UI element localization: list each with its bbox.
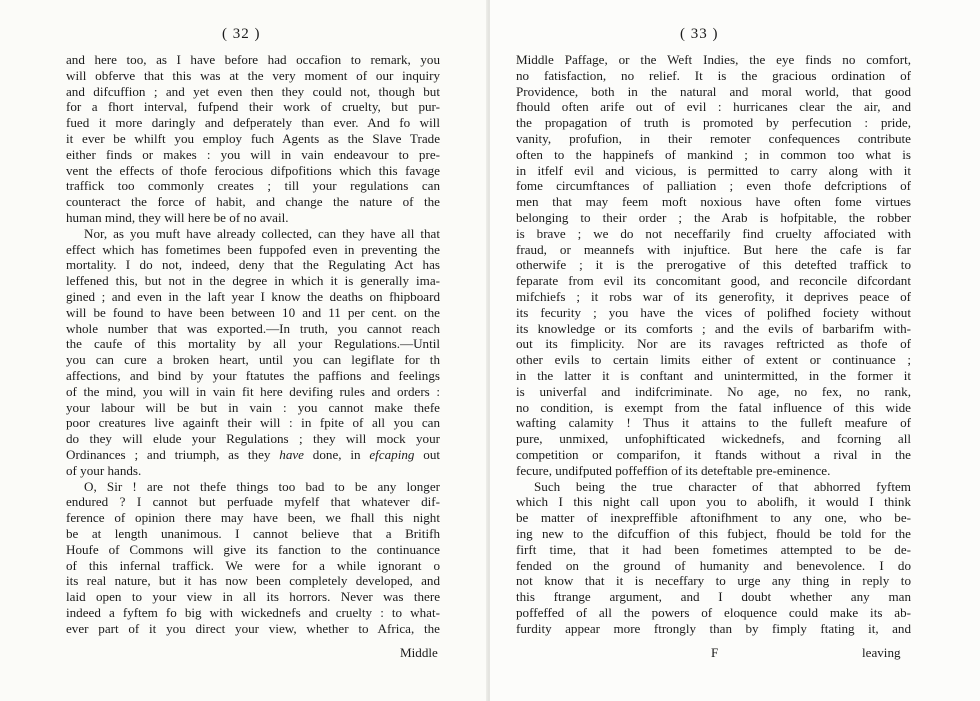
text-line: your labour will be but in vain : you cannot make thefe [66,399,440,415]
text-line: traffick too commonly creates ; till your regulations can [66,178,440,194]
text-line: human mind, they will here be of no avail. [66,209,289,225]
text-line: leffened this, but not in the degree in which it is generally ima- [66,273,440,289]
text-line: it ever be whilft you employ fuch Agents as the Slave Trade [66,130,440,146]
text-line: will obferve that this was at the very moment of our inquiry [66,67,440,83]
text-line: counteract the force of habit, and change the nature of the [66,194,440,210]
text-line: effect which has fometimes been fuppofed even in preventing the [66,241,440,257]
text-line: gined ; and even in the laft year I know the deaths on fhipboard [66,288,440,304]
text-line: O, Sir ! are not thefe things too bad to be any longer [84,478,440,494]
text-line: poffeffed of all the powers of eloquence could make its ab- [516,604,911,620]
text-line: and difcuffion ; and yet even then they could not, though but [66,83,440,99]
catchword-left: Middle [400,645,438,660]
text-line: poor creatures live againft their will : in fpite of all you can [66,415,440,431]
right-text-block [516,52,911,636]
text-line: its knowledge or its comforts ; and the evils of barbarifm with- [516,320,911,336]
text-line: be matter of inexpreffible aftonifhment to any one, who be- [516,510,911,526]
text-line: in itfelf evil and vicious, is permitted to carry along with it [516,162,911,178]
text-line: mifchiefs ; it robs war of its generofity, it deprives peace of [516,288,911,304]
text-line: for a fhort interval, fufpend their work of cruelty, but pur- [66,99,440,115]
text-line: indeed a fyftem fo big with wickednefs and cruelty : to what- [66,604,440,620]
text-line: which I this night call upon you to abolifh, it would I think [516,494,911,510]
text-line: mortality. I do not, indeed, deny that the Regulating Act has [66,257,440,273]
signature-mark: F [711,645,719,660]
text-line: fecure, undifputed poffeffion of its deteftable pre-eminence. [516,462,831,478]
text-line: Ordinances ; and triumph, as they have done, in efcaping out [66,446,440,462]
text-line: firft time, that it had been fometimes attempted to be de- [516,541,911,557]
text-line: fome circumftances of palliation ; even thofe defcriptions of [516,178,911,194]
text-line: its real nature, but it has now been completely developed, and [66,573,440,589]
text-line: other evils to certain limits either of extent or continuance ; [516,352,911,368]
text-line: feparate from evil its concomitant good, and reconcile difcordant [516,273,911,289]
text-line: otherwife ; it is the prerogative of this detefted traffick to [516,257,911,273]
text-line: of the mind, you will in vain fit here devifing rules and orders : [66,383,440,399]
text-line: is univerfal and indifcriminate. No age, no fex, no rank, [516,383,911,399]
text-line: vanity, profufion, in their remoter confequences contribute [516,130,911,146]
text-line: Providence, both in the natural and moral world, that good [516,83,911,99]
text-line: vent the effects of thofe ferocious difpofitions which this favage [66,162,440,178]
text-line: Such being the true character of that abhorred fyftem [534,478,911,494]
text-line: ever part of it you direct your view, whether to Africa, the [66,620,440,636]
text-line: ference of opinion there may have been, we fhall this night [66,510,440,526]
text-line: fued it more daringly and defperately than ever. And fo will [66,115,440,131]
text-line: wafting calamity ! Thus it attains to the fulleft meafure of [516,415,911,431]
left-text-block [66,52,440,636]
text-line: endured ? I cannot but perfuade myfelf that whatever dif- [66,494,440,510]
text-line: you can cure a broken heart, until you can legiflate for th [66,352,440,368]
text-line: pure, unmixed, unfophifticated wickednefs, and fcorning all [516,431,911,447]
text-line: the propagation of truth is promoted by perfecution : pride, [516,115,911,131]
text-line: fraud, or meannefs with injuftice. But here the cafe is far [516,241,911,257]
text-line: no fatisfaction, no relief. It is the gracious ordination of [516,67,911,83]
text-line: do they will elude your Regulations ; they will mock your [66,431,440,447]
page-number-right: ( 33 ) [680,26,719,42]
text-line: this ftrange argument, and I doubt whether any man [516,589,911,605]
text-line: fhould often arife out of evil : hurricanes clear the air, and [516,99,911,115]
text-line: the caufe of this mortality by all your Regulations.—Until [66,336,440,352]
right-page [490,0,980,701]
page-number-left: ( 32 ) [222,26,261,42]
text-line: laid open to your view in all its horrors. Never was there [66,589,440,605]
text-line: is brave ; we do not neceffarily find cruelty affociated with [516,225,911,241]
text-line: be at length unanimous. I cannot believe that a Britifh [66,525,440,541]
text-line: Houfe of Commons will give its fanction to the continuance [66,541,440,557]
text-line: belonging to their order ; the Arab is hofpitable, the robber [516,209,911,225]
text-line: either finds or makes : you will in vain endeavour to pre- [66,146,440,162]
text-line: of your hands. [66,462,142,478]
text-line: affections, and bind by your ftatutes the paffions and feelings [66,367,440,383]
text-line: its fecurity ; you have the vices of polifhed fociety without [516,304,911,320]
text-line: no condition, is exempt from the fatal influence of this wide [516,399,911,415]
text-line: competition or comparifon, it ftands without a rival in the [516,446,911,462]
text-line: often to the happinefs of mankind ; in common too what is [516,146,911,162]
text-line: and here too, as I have before had occafion to remark, you [66,52,440,67]
text-line: not know that it is neceffary to urge any thing in reply to [516,573,911,589]
catchword-right: leaving [862,645,901,660]
text-line: Nor, as you muft have already collected, can they have all that [84,225,440,241]
text-line: will be found to have been between 10 and 11 per cent. on the [66,304,440,320]
text-line: ing new to the difcuffion of this fubject, fhould be told for the [516,525,911,541]
text-line: fended on the ground of humanity and benevolence. I do [516,557,911,573]
text-line: out its fimplicity. Nor are its ravages reftricted as thofe of [516,336,911,352]
text-line: furdity appear more ftrongly than by fimply ftating it, and [516,620,911,636]
text-line: men that may feem moft noxious have often fome virtues [516,194,911,210]
text-line: in the latter it is conftant and unintermitted, in the former it [516,367,911,383]
text-line: Middle Paffage, or the Weft Indies, the eye finds no comfort, [516,52,911,67]
text-line: of this infernal traffick. We were for a while ignorant o [66,557,440,573]
text-line: whole number that was exported.—In truth, you cannot reach [66,320,440,336]
